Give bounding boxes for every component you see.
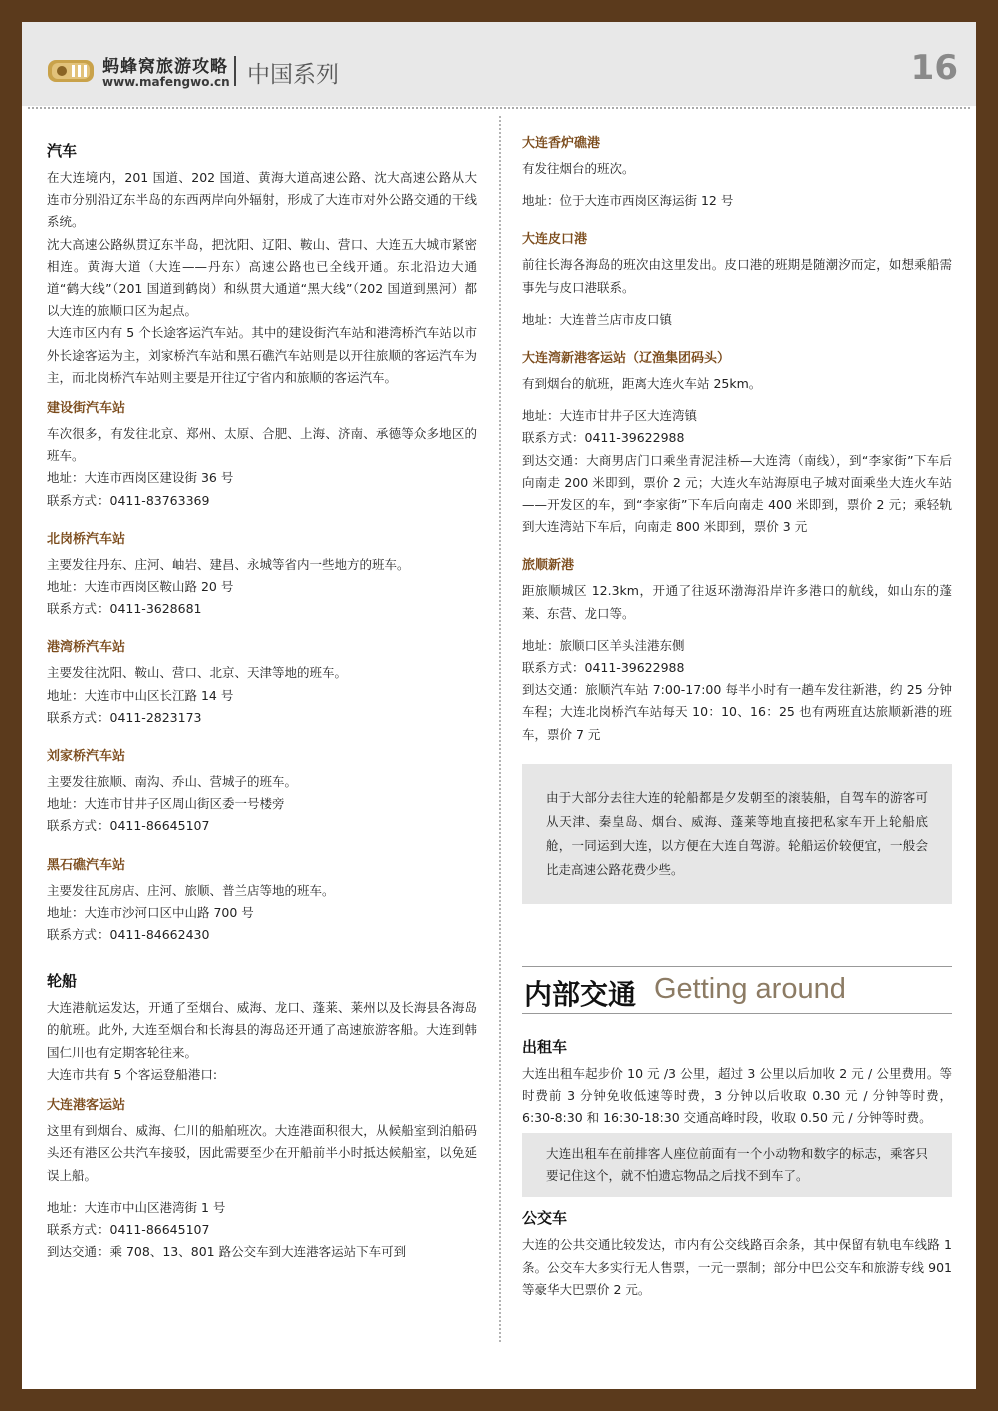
station-tel: 联系方式：0411-84662430	[47, 927, 210, 943]
paragraph: 大连港航运发达，开通了至烟台、威海、龙口、蓬莱、莱州以及长海县各海岛的航班。此外, 大连至烟台和长海县的海岛还开通了高速旅游客船。大连到韩国仁川也有定期客轮往来。	[47, 1000, 477, 1060]
station-desc: 主要发往旅顺、南沟、乔山、营城子的班车。	[47, 774, 298, 790]
station-tel: 联系方式：0411-3628681	[47, 601, 202, 617]
mafengwo-logo-icon	[48, 54, 96, 84]
port-block	[522, 556, 952, 745]
station-name: 黑石礁汽车站	[47, 857, 126, 873]
page-header	[22, 22, 976, 106]
station-desc: 主要发往丹东、庄河、岫岩、建昌、永城等省内一些地方的班车。	[47, 556, 410, 572]
getting-around-header	[522, 966, 952, 1014]
port-route: 到达交通：旅顺汽车站 7:00-17:00 每半小时有一趟车发往新港，约 25 分钟车程；大连北岗桥汽车站每天 10：10、16：25 也有两班直达旅顺新港的班车，票价 7 元	[522, 682, 952, 742]
port-route: 到达交通：大商男店门口乘坐青泥洼桥—大连湾（南线），到“李家街”下车后向南走 200 米即到，票价 2 元；大连火车站海原电子城对面乘坐大连火车站——开发区的车，到“李家街”下车后向南走 400 米即到，票价 2 元；乘轻轨到大连湾站下车后，向南走 800 米即到，票价 3 元	[522, 452, 952, 535]
station-name: 刘家桥汽车站	[47, 749, 126, 765]
paragraph: 沈大高速公路纵贯辽东半岛，把沈阳、辽阳、鞍山、营口、大连五大城市紧密相连。黄海大道（大连——丹东）高速公路也已全线开通。东北沿边大通道“鹤大线”（201 国道到鹤岗）和纵贯大通道“黑大线”（202 国道到黑河）都以大连的旅顺口区为起点。	[47, 236, 477, 319]
port-desc: 有发往烟台的班次。	[522, 161, 635, 176]
column-divider	[499, 116, 501, 1342]
station-address: 地址：大连市甘井子区周山街区委一号楼旁	[47, 796, 285, 812]
station-desc: 车次很多，有发往北京、郑州、太原、合肥、上海、济南、承德等众多地区的班车。	[47, 426, 477, 464]
page-number: 16	[910, 48, 958, 88]
paragraph: 大连市区内有 5 个长途客运汽车站。其中的建设街汽车站和港湾桥汽车站以市外长途客运为主，刘家桥汽车站和黑石礁汽车站则是以开往旅顺的客运汽车为主，而北岗桥汽车站则主要是开往辽宁省内和旅顺的客运汽车。	[47, 325, 477, 385]
port-block	[522, 230, 952, 331]
tip-text: 大连出租车在前排客人座位前面有一个小动物和数字的标志，乘客只要记住这个，就不怕遗忘物品之后找不到车了。	[546, 1146, 928, 1184]
port-name: 大连湾新港客运站（辽渔集团码头）	[522, 351, 731, 367]
station-address: 地址：大连市西岗区鞍山路 20 号	[47, 579, 234, 595]
logo-name: 蚂蜂窝旅游攻略	[102, 57, 228, 77]
port-desc: 前往长海各海岛的班次由这里发出。皮口港的班期是随潮汐而定，如想乘船需事先与皮口港联系。	[522, 257, 952, 295]
port-address: 地址：大连市中山区港湾街 1 号	[47, 1199, 226, 1215]
port-address: 地址：大连市甘井子区大连湾镇	[522, 408, 698, 424]
series-title: 中国系列	[247, 62, 339, 88]
header-separator	[234, 56, 236, 86]
port-tel: 联系方式：0411-39622988	[522, 660, 685, 676]
station-tel: 联系方式：0411-86645107	[47, 818, 210, 834]
paragraph: 大连市共有 5 个客运登船港口:	[47, 1066, 218, 1082]
port-block	[522, 134, 952, 212]
station-tel: 联系方式：0411-83763369	[47, 492, 210, 508]
tip-text: 由于大部分去往大连的轮船都是夕发朝至的滚装船，自驾车的游客可从天津、秦皇岛、烟台、威海、蓬莱等地直接把私家车开上轮船底舱，一同运到大连，以方便在大连自驾游。轮船运价较便宜，一般会比走高速公路花费少些。	[546, 789, 928, 877]
port-name: 大连皮口港	[522, 232, 588, 248]
port-route: 到达交通：乘 708、13、801 路公交车到大连港客运站下车可到	[47, 1244, 407, 1260]
tip-box-ferry	[522, 764, 952, 904]
tip-box-taxi	[522, 1133, 952, 1197]
station-block	[47, 399, 477, 512]
station-name: 建设街汽车站	[47, 401, 126, 417]
port-desc: 距旅顺城区 12.3km，开通了往返环渤海沿岸许多港口的航线，如山东的蓬莱、东营、龙口等。	[522, 583, 952, 621]
section-title-ship: 轮船	[47, 972, 78, 991]
port-name: 旅顺新港	[522, 558, 575, 574]
station-tel: 联系方式：0411-2823173	[47, 709, 202, 725]
port-tel: 联系方式：0411-39622988	[522, 430, 685, 446]
station-block	[47, 747, 477, 838]
station-address: 地址：大连市中山区长江路 14 号	[47, 687, 234, 703]
getting-around-title-cn: 内部交通	[524, 977, 637, 1011]
section-title-bus: 公交车	[522, 1209, 568, 1228]
station-address: 地址：大连市沙河口区中山路 700 号	[47, 904, 254, 920]
port-block	[47, 1096, 477, 1263]
getting-around-title-en: Getting around	[654, 972, 846, 1005]
station-name: 北岗桥汽车站	[47, 531, 126, 547]
station-block	[47, 530, 477, 621]
station-desc: 主要发往瓦房店、庄河、旅顺、普兰店等地的班车。	[47, 882, 335, 898]
port-name: 大连香炉礁港	[522, 136, 601, 151]
port-address: 地址：位于大连市西岗区海运街 12 号	[522, 193, 734, 209]
left-column	[47, 134, 477, 1263]
right-column	[522, 134, 952, 1301]
paragraph: 在大连境内，201 国道、202 国道、黄海大道高速公路、沈大高速公路从大连市分别沿辽东半岛的东西两岸向外辐射，形成了大连市对外公路交通的干线系统。	[47, 170, 477, 230]
port-name: 大连港客运站	[47, 1098, 126, 1114]
station-desc: 主要发往沈阳、鞍山、营口、北京、天津等地的班车。	[47, 665, 348, 681]
port-desc: 这里有到烟台、威海、仁川的船舶班次。大连港面积很大，从候船室到泊船码头还有港区公共汽车接驳，因此需要至少在开船前半小时抵达候船室，以免延误上船。	[47, 1123, 477, 1183]
station-block	[47, 856, 477, 947]
station-name: 港湾桥汽车站	[47, 640, 126, 656]
page	[22, 22, 976, 1389]
port-block	[522, 349, 952, 538]
port-tel: 联系方式：0411-86645107	[47, 1221, 210, 1237]
logo-url: www.mafengwo.cn	[102, 75, 230, 89]
port-address: 地址：大连普兰店市皮口镇	[522, 311, 673, 327]
port-desc: 有到烟台的航班，距离大连火车站 25km。	[522, 376, 762, 392]
section-title-taxi: 出租车	[522, 1037, 568, 1056]
paragraph: 大连的公共交通比较发达，市内有公交线路百余条，其中保留有轨电车线路 1 条。公交车大多实行无人售票，一元一票制；部分中巴公交车和旅游专线 901 等豪华大巴票价 2 元。	[522, 1237, 952, 1297]
station-block	[47, 638, 477, 729]
paragraph: 大连出租车起步价 10 元 /3 公里，超过 3 公里以后加收 2 元 / 公里费用。等时费前 3 分钟免收低速等时费，3 分钟以后收取 0.30 元 / 分钟等时费，6:30-8:30 和 16:30-18:30 交通高峰时段，收取 0.50 元 / 分钟等时费。	[522, 1065, 952, 1126]
section-title-car: 汽车	[47, 142, 78, 160]
station-address: 地址：大连市西岗区建设街 36 号	[47, 470, 234, 486]
port-address: 地址：旅顺口区羊头洼港东侧	[522, 637, 685, 653]
header-divider	[28, 107, 970, 109]
